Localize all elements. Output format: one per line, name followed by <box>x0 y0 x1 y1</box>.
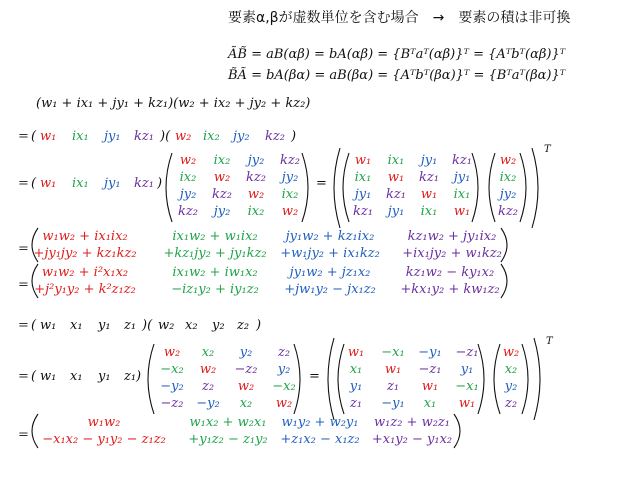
header-line1: ÃB̃ = aB(αβ) = bA(αβ) = {Bᵀaᵀ(αβ)}ᵀ = {Aᵀbᵀ(αβ)}ᵀ <box>228 47 566 62</box>
row-vector-term: jy₁ <box>104 129 121 144</box>
matrix-cell: w₂ <box>281 204 299 219</box>
row-vector-term: kz₁ <box>134 129 154 144</box>
matrix-cell: −x₁ <box>381 345 405 360</box>
matrix-cell: z₂ <box>201 379 215 394</box>
close-paren: ) <box>256 318 262 333</box>
matrix-cell: w₁ <box>421 379 439 394</box>
expansion-term: +jw₁y₂ − jx₁z₂ <box>284 282 376 297</box>
expansion-term: w₁w₂ + ix₁ix₂ <box>42 229 128 244</box>
expansion-term: w₁z₂ + w₂z₁ <box>374 415 450 430</box>
equals-sign: = <box>18 369 29 384</box>
column-vector-term: kz₂ <box>498 204 518 219</box>
row-expansion-1 <box>18 228 507 262</box>
vector-right-bracket <box>520 153 526 222</box>
expansion-term: +w₁jy₂ + ix₁kz₂ <box>280 246 380 261</box>
outer-right-bracket <box>532 148 538 228</box>
open-paren: ( <box>31 129 37 144</box>
row-vector-term: ix₂ <box>203 129 220 144</box>
row-vector-term: w₂ <box>175 129 192 144</box>
matrix-cell: ix₁ <box>387 153 405 168</box>
matrix-left-bracket <box>338 344 344 414</box>
row-matrix-1 <box>18 144 552 228</box>
expansion-term: ix₁w₂ + iw₁x₂ <box>172 265 258 280</box>
row-vector-term: kz₂ <box>265 129 285 144</box>
matrix-cell: jy₁ <box>420 153 438 168</box>
expansion-term: w₁y₂ + w₂y₁ <box>281 415 359 430</box>
expansion-right-bracket <box>501 264 507 298</box>
row-expansion-2 <box>18 264 507 298</box>
equals-sign: = <box>316 176 327 191</box>
expansion-term: w₁w₂ + i²x₁x₂ <box>41 265 129 280</box>
vector-right-bracket <box>522 344 528 414</box>
expansion-term: ix₁w₂ + w₁ix₂ <box>172 229 258 244</box>
expansion-term: +z₁x₂ − x₁z₂ <box>280 432 360 447</box>
matrix-cell: x₂ <box>201 345 215 360</box>
matrix-cell: z₁ <box>386 379 400 394</box>
open-paren: ( <box>31 318 37 333</box>
product-expression: (w₁ + ix₁ + jy₁ + kz₁)(w₂ + ix₂ + jy₂ + kz₂) <box>36 96 311 111</box>
expansion-right-bracket <box>501 228 507 262</box>
equals-sign: = <box>18 129 29 144</box>
matrix-cell: x₁ <box>349 362 363 377</box>
matrix-cell: jy₂ <box>247 153 265 168</box>
row-vector-term: x₂ <box>185 318 198 333</box>
vector-left-bracket <box>489 153 495 222</box>
matrix-cell: w₁ <box>453 204 471 219</box>
row-expansion-3 <box>18 414 460 448</box>
matrix-cell: kz₁ <box>452 153 472 168</box>
row-vector-term: y₂ <box>212 318 225 333</box>
matrix-cell: kz₂ <box>246 170 266 185</box>
matrix-cell: kz₁ <box>386 187 406 202</box>
row-vector-term: ix₁ <box>72 176 89 191</box>
row-vector-term: z₂ <box>237 318 250 333</box>
row-vector-term: w₁ <box>40 369 57 384</box>
expansion-right-bracket <box>454 414 460 448</box>
column-vector-term: ix₂ <box>499 170 517 185</box>
outer-right-bracket <box>534 338 540 420</box>
matrix-cell: ix₁ <box>453 187 471 202</box>
matrix-cell: z₁ <box>349 396 363 411</box>
matrix-cell: −z₂ <box>234 362 258 377</box>
matrix-right-bracket <box>472 153 478 222</box>
transpose-mark: T <box>544 144 551 155</box>
row-vector-term: x₁ <box>70 318 83 333</box>
expansion-term: +y₁z₂ − z₁y₂ <box>188 432 268 447</box>
close-paren: ) <box>157 176 163 191</box>
equals-sign: = <box>18 427 29 443</box>
expansion-term: −iz₁y₂ + iy₁z₂ <box>171 282 259 297</box>
expansion-term: +j²y₁y₂ + k²z₁z₂ <box>34 282 136 297</box>
expansion-term: +jy₁jy₂ + kz₁kz₂ <box>33 246 137 261</box>
matrix-cell: jy₂ <box>213 204 231 219</box>
matrix-cell: −y₂ <box>196 396 220 411</box>
matrix-cell: −y₁ <box>381 396 405 411</box>
matrix-cell: ix₂ <box>281 187 299 202</box>
open-paren: ( <box>31 176 37 191</box>
matrix-cell: w₁ <box>354 153 372 168</box>
matrix-cell: w₂ <box>163 345 181 360</box>
row-vector-term: w₁ <box>40 318 57 333</box>
column-vector-term: x₂ <box>504 362 518 377</box>
column-vector-term: y₂ <box>504 379 518 394</box>
matrix-cell: ix₂ <box>247 204 265 219</box>
matrix-cell: w₁ <box>420 187 438 202</box>
equals-sign: = <box>18 277 29 293</box>
matrix-cell: w₁ <box>387 170 405 185</box>
close-paren: ) <box>291 129 297 144</box>
matrix-cell: w₂ <box>247 187 265 202</box>
matrix-cell: w₁ <box>347 345 365 360</box>
row-vector-term: y₁ <box>98 318 111 333</box>
column-vector-term: jy₂ <box>499 187 517 202</box>
matrix-right-bracket <box>302 153 308 222</box>
paren-join: )( <box>160 129 171 144</box>
matrix-cell: w₂ <box>275 396 293 411</box>
matrix-cell: y₂ <box>277 362 291 377</box>
matrix-cell: kz₂ <box>178 204 198 219</box>
row-vector-term: w₁ <box>40 129 57 144</box>
matrix-cell: w₂ <box>199 362 217 377</box>
matrix-cell: w₂ <box>237 379 255 394</box>
column-vector-term: w₂ <box>502 345 520 360</box>
matrix-cell: ix₁ <box>354 170 372 185</box>
row-vector-term: z₁ <box>124 318 137 333</box>
outer-left-bracket <box>328 338 334 420</box>
expansion-term: kz₁w₂ + jy₁ix₂ <box>407 229 497 244</box>
expansion-term: jy₁w₂ + kz₁ix₂ <box>285 229 375 244</box>
matrix-cell: −z₁ <box>418 362 442 377</box>
row-vector-term: w₂ <box>158 318 175 333</box>
vector-left-bracket <box>494 344 500 414</box>
paren-join: )( <box>142 318 153 333</box>
equals-sign: = <box>18 241 29 257</box>
matrix-cell: −z₁ <box>455 345 479 360</box>
matrix-cell: w₂ <box>213 170 231 185</box>
matrix-cell: z₂ <box>277 345 291 360</box>
matrix-cell: w₂ <box>179 153 197 168</box>
row-split-1 <box>18 129 296 144</box>
matrix-cell: jy₂ <box>179 187 197 202</box>
row-vector-term: jy₂ <box>233 129 250 144</box>
matrix-cell: −y₁ <box>418 345 442 360</box>
header-title: 要素α,βが虚数単位を含む場合 → 要素の積は非可換 <box>228 10 571 26</box>
column-vector-term: z₂ <box>504 396 518 411</box>
row-vector-term: w₁ <box>40 176 57 191</box>
matrix-cell: kz₂ <box>212 187 232 202</box>
matrix-cell: −x₁ <box>455 379 479 394</box>
row-vector-term: ix₁ <box>72 129 89 144</box>
equals-sign: = <box>18 176 29 191</box>
expansion-left-bracket <box>32 414 38 448</box>
matrix-cell: x₁ <box>423 396 437 411</box>
expansion-term: kz₁w₂ − ky₁x₂ <box>405 265 495 280</box>
expansion-term: w₁x₂ + w₂x₁ <box>189 415 267 430</box>
matrix-cell: x₂ <box>239 396 253 411</box>
matrix-cell: −z₂ <box>160 396 184 411</box>
matrix-cell: jy₁ <box>354 187 372 202</box>
header-line2: B̃Ã = bA(βα) = aB(βα) = {Aᵀbᵀ(βα)}ᵀ = {Bᵀaᵀ(βα)}ᵀ <box>228 68 566 83</box>
matrix-left-bracket <box>148 344 154 414</box>
row-vector-term: z₁ <box>124 369 137 384</box>
outer-left-bracket <box>334 148 340 228</box>
matrix-cell: −x₂ <box>272 379 296 394</box>
matrix-cell: kz₁ <box>353 204 373 219</box>
column-vector-term: w₂ <box>499 153 517 168</box>
matrix-cell: y₁ <box>349 379 363 394</box>
matrix-left-bracket <box>166 153 172 222</box>
matrix-cell: y₂ <box>239 345 253 360</box>
row-split-2 <box>18 318 261 333</box>
matrix-cell: jy₂ <box>281 170 299 185</box>
matrix-cell: kz₂ <box>280 153 300 168</box>
row-vector-term: x₁ <box>70 369 83 384</box>
expansion-term: +kz₁jy₂ + jy₁kz₂ <box>163 246 267 261</box>
expansion-term: −x₁x₂ − y₁y₂ − z₁z₂ <box>42 432 166 447</box>
matrix-cell: jy₁ <box>453 170 471 185</box>
matrix-right-bracket <box>478 344 484 414</box>
expansion-term: +ix₁jy₂ + w₁kz₂ <box>402 246 502 261</box>
matrix-cell: −x₂ <box>160 362 184 377</box>
transpose-mark: T <box>546 336 553 347</box>
open-paren: ( <box>31 369 37 384</box>
matrix-cell: jy₁ <box>387 204 405 219</box>
matrix-cell: y₁ <box>460 362 474 377</box>
equals-sign: = <box>18 318 29 333</box>
matrix-cell: kz₁ <box>419 170 439 185</box>
row-matrix-2 <box>18 336 554 420</box>
matrix-cell: ix₁ <box>420 204 438 219</box>
matrix-cell: w₁ <box>384 362 402 377</box>
matrix-cell: ix₂ <box>179 170 197 185</box>
matrix-left-bracket <box>343 153 349 222</box>
row-vector-term: y₁ <box>98 369 111 384</box>
matrix-cell: w₁ <box>458 396 476 411</box>
row-vector-term: jy₁ <box>104 176 121 191</box>
equals-sign: = <box>309 369 320 384</box>
expansion-term: jy₁w₂ + jz₁x₂ <box>289 265 371 280</box>
expansion-term: +kx₁y₂ + kw₁z₂ <box>400 282 500 297</box>
expansion-term: w₁w₂ <box>87 415 121 430</box>
close-paren: ) <box>136 369 142 384</box>
expansion-term: +x₁y₂ − y₁x₂ <box>371 432 453 447</box>
matrix-cell: −y₂ <box>160 379 184 394</box>
matrix-cell: ix₂ <box>213 153 231 168</box>
row-vector-term: kz₁ <box>134 176 154 191</box>
